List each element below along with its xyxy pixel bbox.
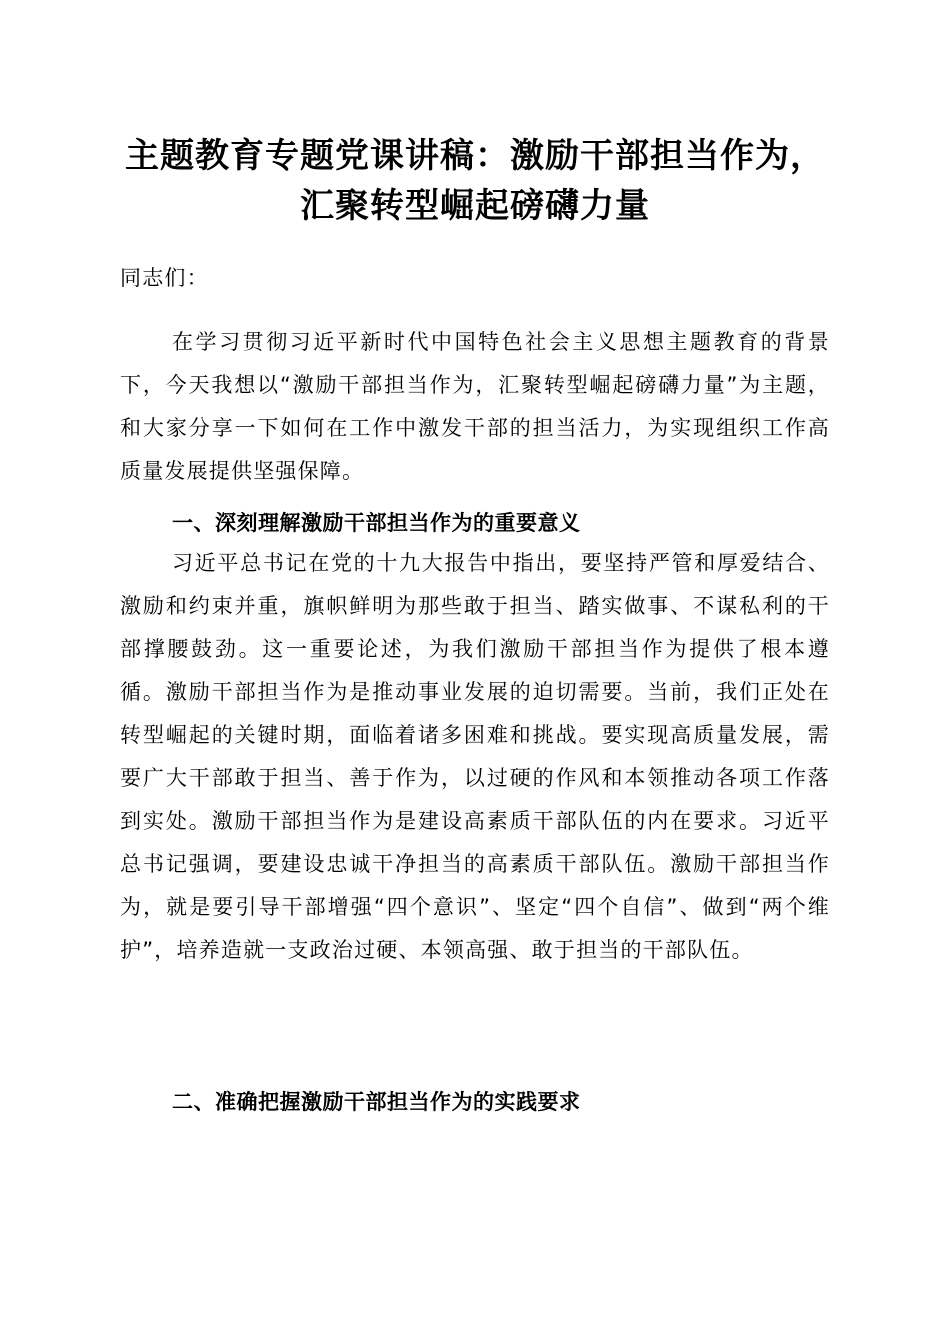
salutation: 同志们： — [120, 266, 209, 290]
document-title-line-1: 主题教育专题党课讲稿：激励干部担当作为， — [125, 136, 825, 176]
section-1-paragraph: 习近平总书记在党的十九大报告中指出，要坚持严管和厚爱结合、激励和约束并重，旗帜鲜明为那些敢于担当、踏实做事、不谋私利的干部撑腰鼓劲。这一重要论述，为我们激励干部担当作为提供了根本遵循。激励干部担当作为是推动事业发展的迫切需要。当前，我们正处在转型崛起的关键时期，面临着诸多困难和挑战。要实现高质量发展，需要广大干部敢于担当、善于作为，以过硬的作风和本领推动各项工作落到实处。激励干部担当作为是建设高素质干部队伍的内在要求。习近平总书记强调，要建设忠诚干净担当的高素质干部队伍。激励干部担当作为，就是要引导干部增强“四个意识”、坚定“四个自信”、做到“两个维护”，培养造就一支政治过硬、本领高强、敢于担当的干部队伍。 — [120, 551, 830, 962]
section-heading-1: 一、深刻理解激励干部担当作为的重要意义 — [172, 511, 581, 535]
intro-paragraph: 在学习贯彻习近平新时代中国特色社会主义思想主题教育的背景下，今天我想以“激励干部担当作为，汇聚转型崛起磅礴力量”为主题，和大家分享一下如何在工作中激发干部的担当活力，为实现组织工作高质量发展提供坚强保障。 — [120, 330, 830, 483]
document-title-line-2: 汇聚转型崛起磅礴力量 — [300, 186, 650, 226]
section-heading-2: 二、准确把握激励干部担当作为的实践要求 — [172, 1090, 581, 1114]
